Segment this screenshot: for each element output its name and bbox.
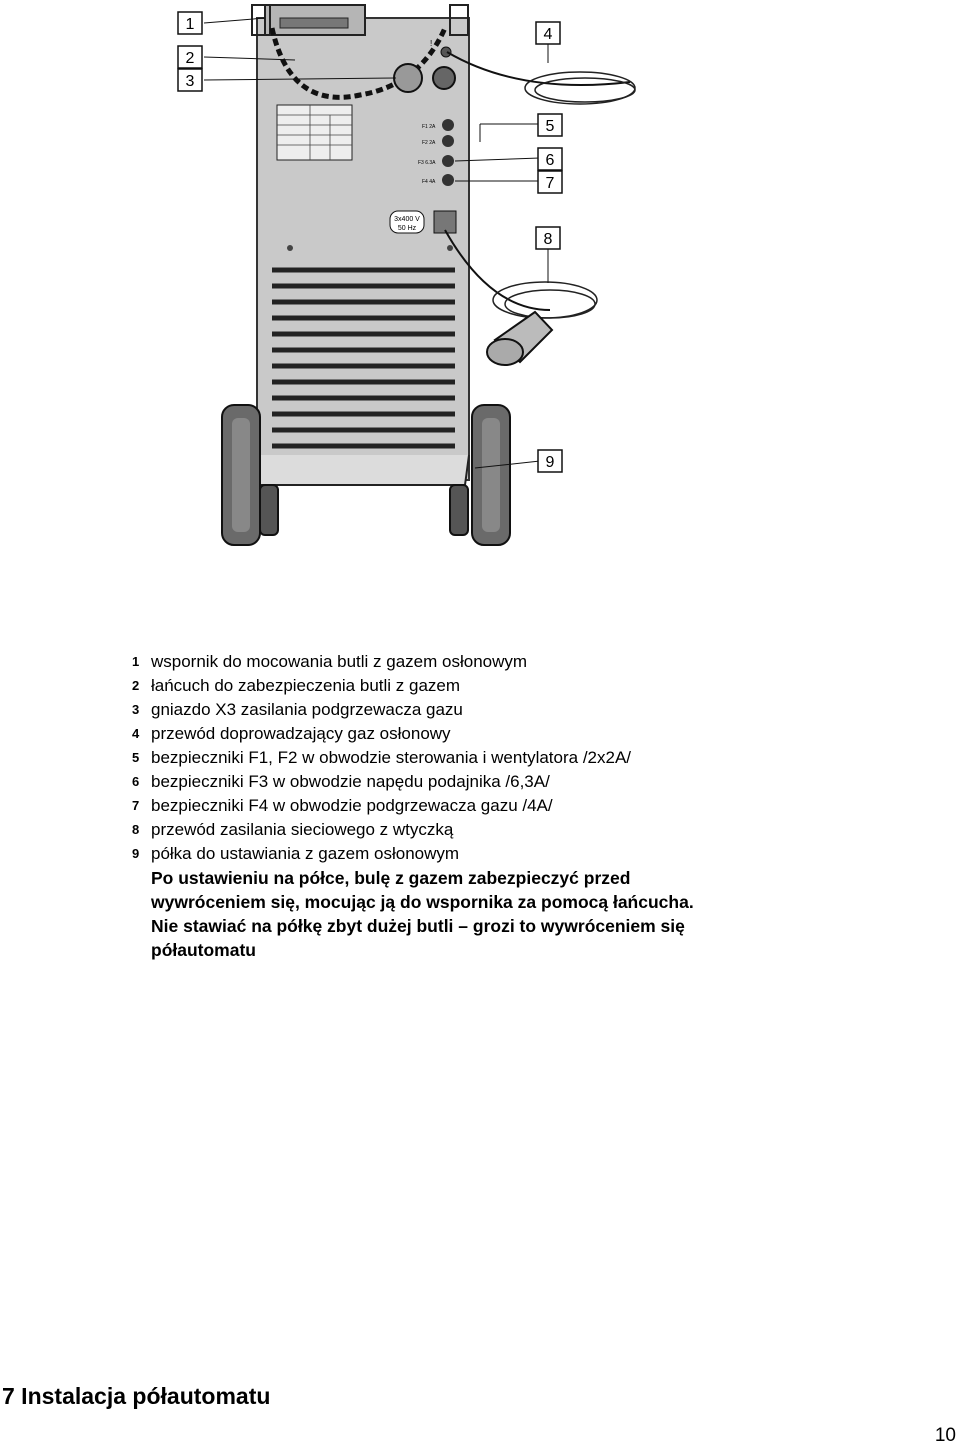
legend-list xyxy=(132,650,932,866)
legend-number: 8 xyxy=(132,822,140,837)
warning-line: wywróceniem się, mocując ją do wspornika za pomocą łańcucha. xyxy=(151,892,694,912)
svg-text:1: 1 xyxy=(185,16,195,33)
legend-text: gniazdo X3 zasilania podgrzewacza gazu xyxy=(151,700,463,719)
fuse-f1 xyxy=(442,119,454,131)
warning-line: Po ustawieniu na półce, bulę z gazem zabezpieczyć przed xyxy=(151,868,631,888)
svg-text:3x400 V: 3x400 V xyxy=(394,216,420,223)
legend-item xyxy=(132,674,932,698)
legend-text: bezpieczniki F1, F2 w obwodzie sterowania i wentylatora /2x2A/ xyxy=(151,748,632,767)
legend-number: 2 xyxy=(132,678,140,693)
legend-text: bezpieczniki F4 w obwodzie podgrzewacza gazu /4A/ xyxy=(151,796,553,815)
svg-text:3: 3 xyxy=(185,73,195,90)
legend-item xyxy=(132,722,932,746)
legend-text: przewód doprowadzający gaz osłonowy xyxy=(151,724,451,743)
legend-number: 5 xyxy=(132,750,140,765)
legend-text: półka do ustawiania z gazem osłonowym xyxy=(151,844,460,863)
legend-item xyxy=(132,698,932,722)
legend-text: przewód zasilania sieciowego z wtyczką xyxy=(151,820,454,839)
svg-text:9: 9 xyxy=(545,454,555,471)
fuse-f3 xyxy=(442,155,454,167)
legend-number: 7 xyxy=(132,798,140,813)
socket-x3 xyxy=(394,64,422,92)
fuse-label-f3: F3 6.3A xyxy=(418,160,436,166)
legend-number: 4 xyxy=(132,726,140,741)
legend-item xyxy=(132,650,932,674)
legend-text: bezpieczniki F3 w obwodzie napędu podajnika /6,3A/ xyxy=(151,772,550,791)
warning-line: półautomatu xyxy=(151,940,256,960)
svg-text:8: 8 xyxy=(543,231,553,248)
fuse-label-f4: F4 4A xyxy=(422,179,436,185)
legend-item xyxy=(132,770,932,794)
caster-right xyxy=(450,485,468,535)
section-title: 7 Instalacja półautomatu xyxy=(2,1383,271,1409)
fuse-label-f1: F1 2A xyxy=(422,124,436,130)
legend-number: 3 xyxy=(132,702,140,717)
rating-plate xyxy=(277,105,352,160)
warning-line: Nie stawiać na półkę zbyt dużej butli – grozi to wywróceniem się xyxy=(151,916,685,936)
fuse-f2 xyxy=(442,135,454,147)
legend-item xyxy=(132,794,932,818)
legend-number: 9 xyxy=(132,846,140,861)
fuse-label-f2: F2 2A xyxy=(422,140,436,146)
installation-warning xyxy=(151,866,851,962)
svg-text:6: 6 xyxy=(545,152,555,169)
page-number: 10 xyxy=(934,1425,956,1446)
svg-text:5: 5 xyxy=(545,118,555,135)
legend-number: 1 xyxy=(132,654,140,669)
svg-text:!: ! xyxy=(430,39,433,48)
legend-item xyxy=(132,842,932,866)
welder-rear-view-figure xyxy=(160,0,640,555)
legend-text: łańcuch do zabezpieczenia butli z gazem xyxy=(151,676,461,695)
svg-text:50 Hz: 50 Hz xyxy=(397,225,417,232)
legend-number: 6 xyxy=(132,774,140,789)
gas-hose xyxy=(447,52,630,85)
svg-text:7: 7 xyxy=(545,175,555,192)
legend-text: wspornik do mocowania butli z gazem osłonowym xyxy=(151,652,528,671)
legend-item xyxy=(132,746,932,770)
legend-item xyxy=(132,818,932,842)
caster-left xyxy=(260,485,278,535)
svg-text:2: 2 xyxy=(185,50,195,67)
svg-text:4: 4 xyxy=(543,26,553,43)
shelf xyxy=(257,455,469,485)
fuse-f4 xyxy=(442,174,454,186)
